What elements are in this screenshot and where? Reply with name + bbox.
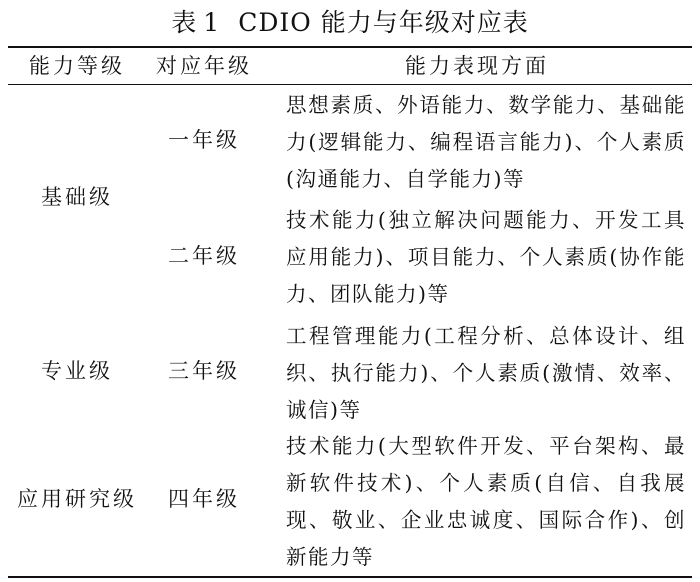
header-rule [8, 84, 692, 85]
grade-year-1: 一年级 [168, 128, 240, 152]
header-ability-level: 能力等级 [29, 54, 125, 78]
description-year-3: 工程管理能力(工程分析、总体设计、组织、执行能力)、个人素质(激情、效率、诚信)等 [286, 324, 686, 422]
caption-prefix: 表 [171, 8, 198, 37]
header-grade: 对应年级 [156, 54, 252, 78]
level-professional: 专业级 [41, 359, 113, 383]
caption-number: 1 [203, 8, 221, 37]
description-year-2: 技术能力(独立解决问题能力、开发工具应用能力)、项目能力、个人素质(协作能力、团队能力)等 [286, 208, 686, 306]
top-rule [8, 46, 692, 48]
description-year-4: 技术能力(大型软件开发、平台架构、最新软件技术)、个人素质(自信、自我展现、敬业、企业忠诚度、国际合作)、创新能力等 [286, 434, 686, 569]
grade-year-2: 二年级 [168, 244, 240, 268]
caption-title: CDIO 能力与年级对应表 [238, 8, 529, 37]
description-year-1: 思想素质、外语能力、数学能力、基础能力(逻辑能力、编程语言能力)、个人素质(沟通能力、自学能力)等 [286, 93, 686, 191]
level-applied-research: 应用研究级 [17, 487, 137, 511]
grade-year-4: 四年级 [168, 487, 240, 511]
bottom-rule [8, 576, 692, 578]
grade-year-3: 三年级 [168, 359, 240, 383]
table-caption [0, 6, 700, 40]
level-basic: 基础级 [41, 185, 113, 209]
header-ability-aspects: 能力表现方面 [405, 54, 549, 78]
